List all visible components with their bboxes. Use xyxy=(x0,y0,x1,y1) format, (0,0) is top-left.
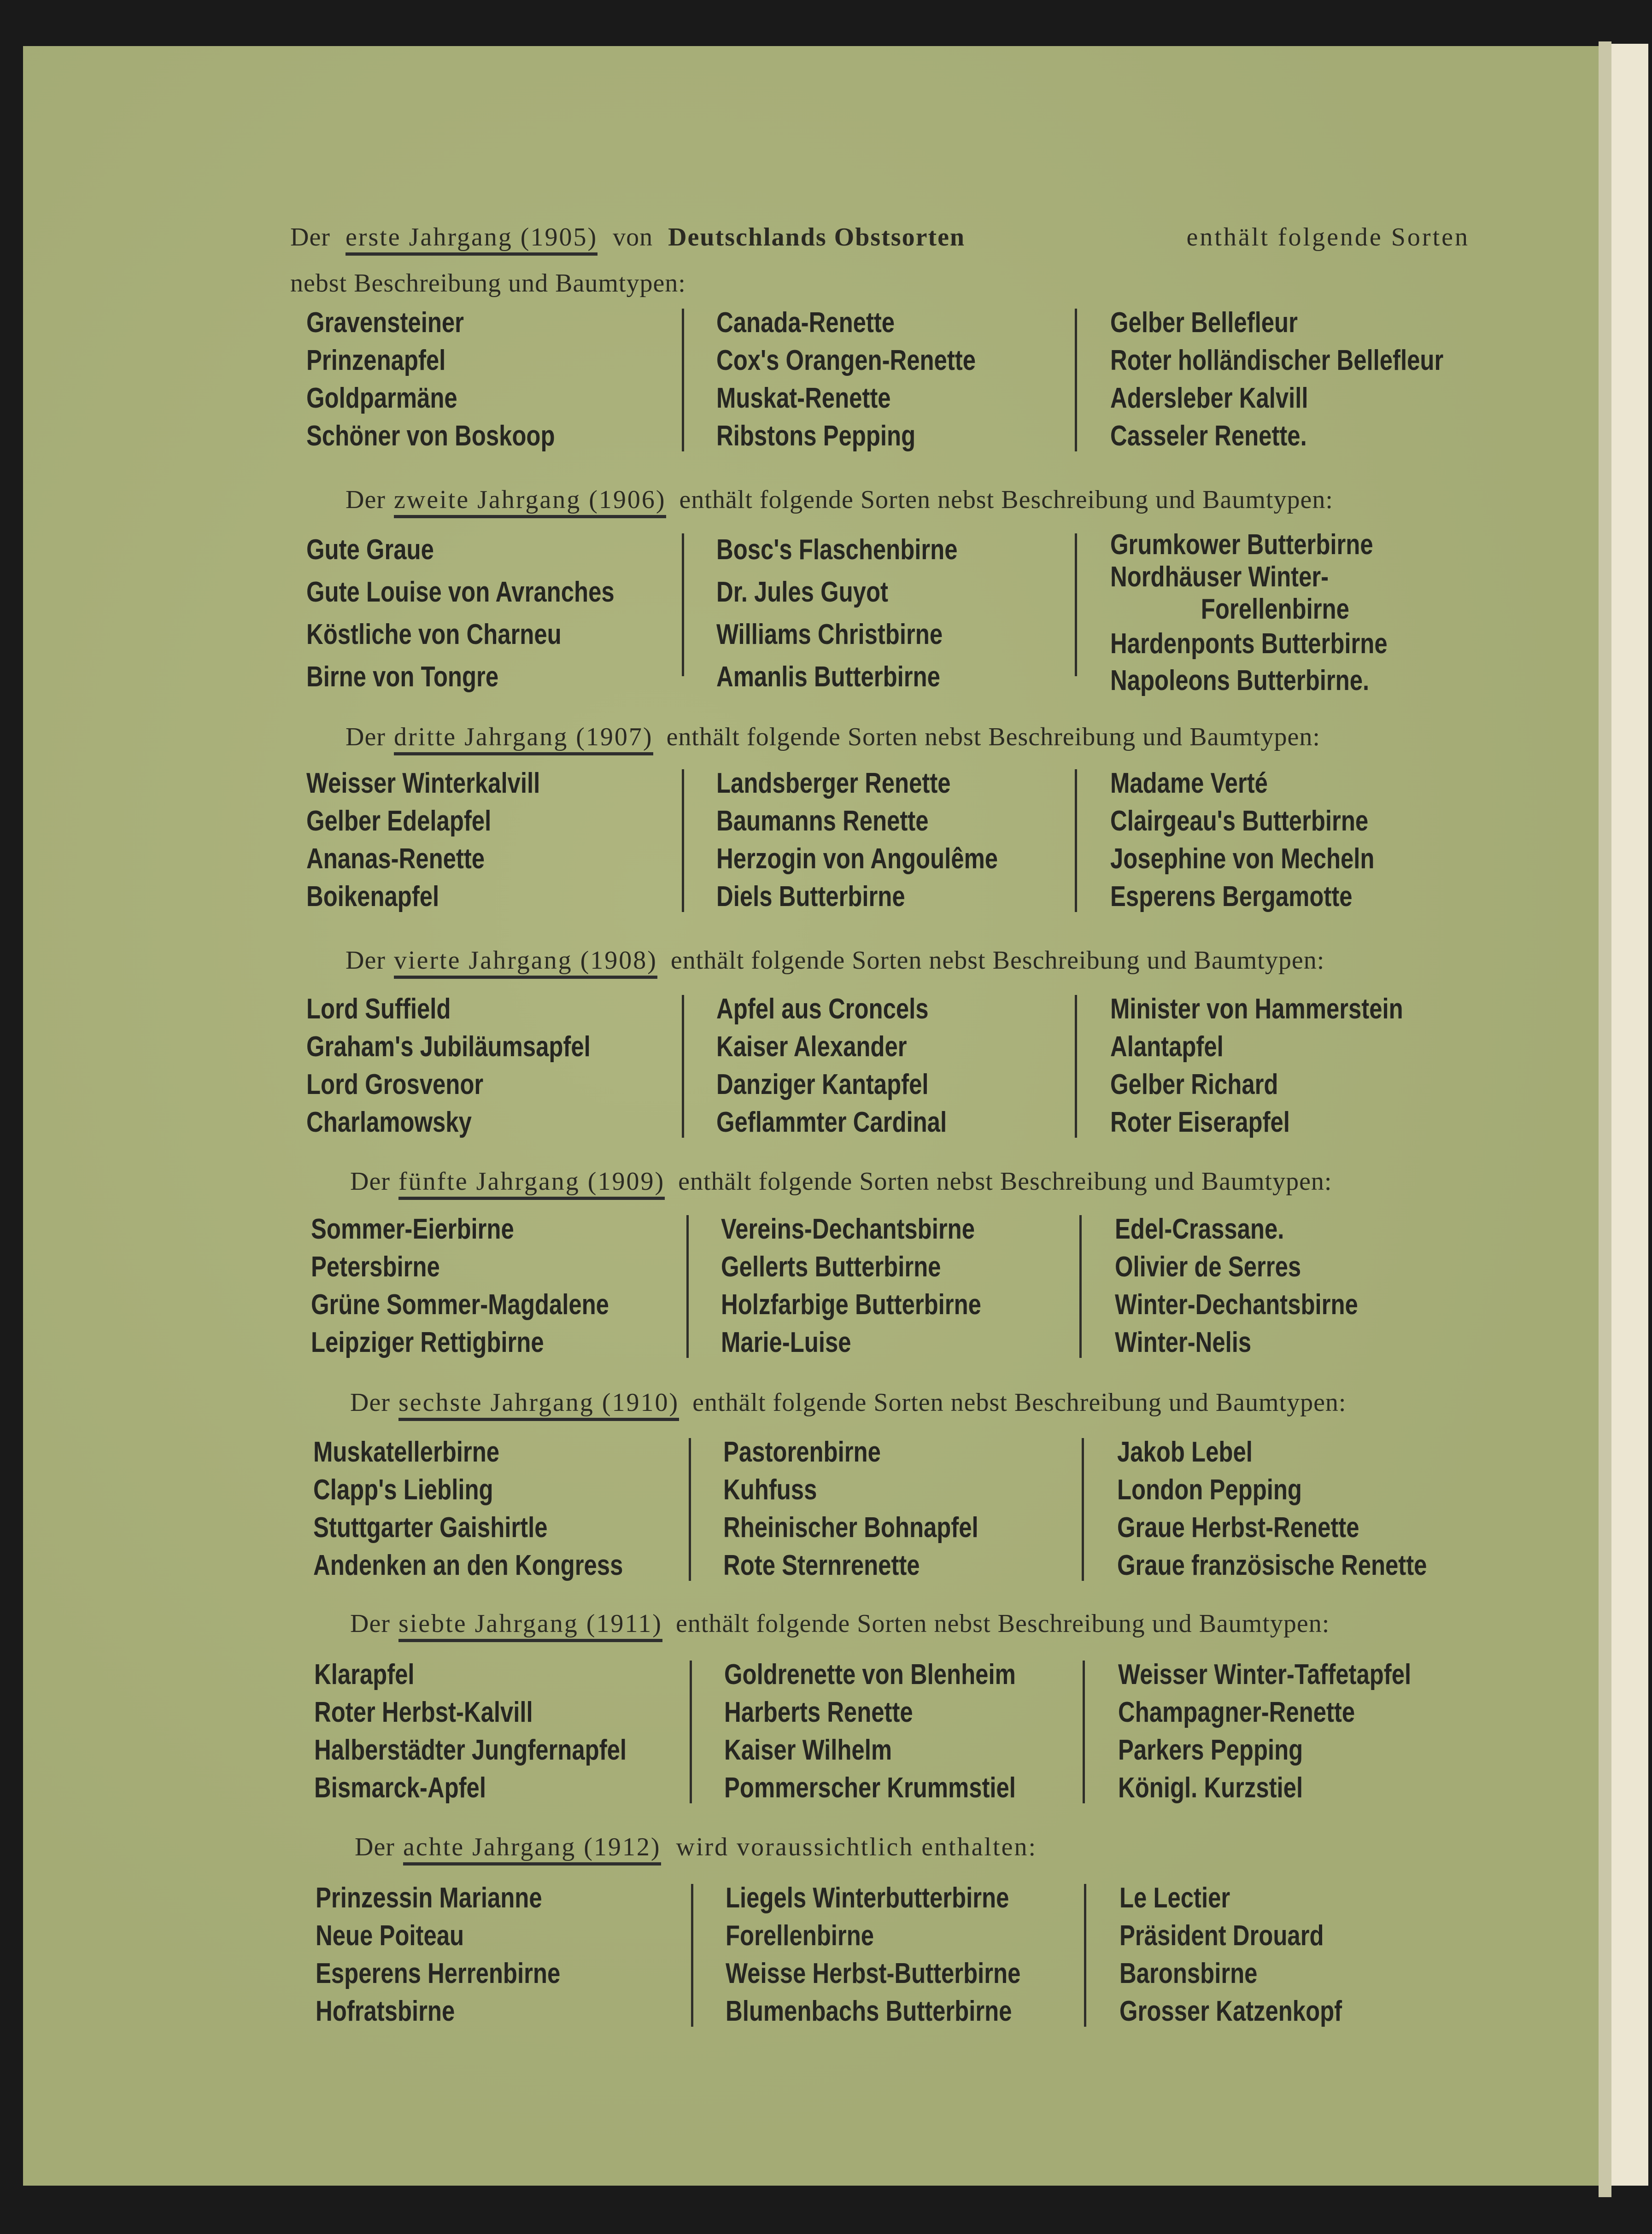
variety-column-1 xyxy=(306,990,591,1141)
variety-item: Rheinischer Bohnapfel xyxy=(723,1512,978,1544)
variety-item: Edel-Crassane. xyxy=(1115,1213,1284,1245)
section-intro-1905 xyxy=(290,216,1479,258)
variety-item: Boikenapfel xyxy=(306,881,439,912)
variety-item: Goldrenette von Blenheim xyxy=(724,1659,1016,1690)
variety-item: Baronsbirne xyxy=(1119,1958,1258,1989)
variety-item: Kuhfuss xyxy=(723,1474,817,1506)
variety-item: Grüne Sommer-Magdalene xyxy=(311,1289,609,1321)
variety-item: Ribstons Pepping xyxy=(716,420,916,452)
page-edge xyxy=(1599,41,1611,2197)
variety-list-1907 xyxy=(306,765,1481,921)
variety-item: Canada-Renette xyxy=(716,307,895,339)
section-intro-1909 xyxy=(350,1161,1539,1202)
variety-column-1 xyxy=(306,529,615,698)
intro-continuation-text: nebst Beschreibung und Baumtypen: xyxy=(290,269,686,298)
variety-column-3 xyxy=(1110,304,1443,455)
section-intro-1911 xyxy=(350,1603,1539,1644)
variety-column-1 xyxy=(316,1879,560,2030)
variety-item: Williams Christbirne xyxy=(716,619,943,650)
variety-item: Roter holländischer Bellefleur xyxy=(1110,345,1444,376)
variety-item: Hardenponts Butterbirne xyxy=(1110,628,1388,660)
variety-item: Pastorenbirne xyxy=(723,1436,881,1468)
variety-item: Gravensteiner xyxy=(306,307,464,339)
column-divider xyxy=(682,309,684,451)
variety-item: Casseler Renette. xyxy=(1110,420,1307,452)
variety-item: Minister von Hammerstein xyxy=(1110,993,1403,1025)
variety-item: Prinzessin Marianne xyxy=(316,1882,542,1914)
variety-item: Nordhäuser Winter- xyxy=(1110,561,1329,593)
column-divider xyxy=(690,1661,692,1803)
variety-column-1 xyxy=(311,1211,609,1362)
variety-item: Gellerts Butterbirne xyxy=(721,1251,941,1283)
column-divider xyxy=(1083,1661,1085,1803)
variety-item: Kaiser Wilhelm xyxy=(724,1734,892,1766)
variety-item: Herzogin von Angoulême xyxy=(716,843,998,875)
variety-list-1906 xyxy=(306,529,1481,696)
volume-title: fünfte Jahrgang (1909) xyxy=(398,1167,665,1200)
variety-item: Baumanns Renette xyxy=(716,805,929,837)
variety-list-1909 xyxy=(311,1211,1486,1367)
column-divider xyxy=(682,533,684,676)
intro-text: enthält folgende Sorten nebst Beschreibung und Baumtypen: xyxy=(675,1609,1330,1638)
variety-list-1908 xyxy=(306,990,1481,1147)
column-divider xyxy=(1075,309,1077,451)
variety-item: Halberstädter Jungfernapfel xyxy=(314,1734,627,1766)
column-divider xyxy=(682,769,684,912)
variety-item: Napoleons Butterbirne. xyxy=(1110,665,1370,696)
volume-title: dritte Jahrgang (1907) xyxy=(394,723,653,755)
intro-prefix: Der xyxy=(290,223,330,251)
variety-item: Grumkower Butterbirne xyxy=(1110,529,1373,561)
variety-item: Sommer-Eierbirne xyxy=(311,1213,514,1245)
variety-item: Diels Butterbirne xyxy=(716,881,905,912)
variety-item: Graue französische Renette xyxy=(1117,1550,1427,1581)
intro-text: enthält folgende Sorten nebst Beschreibung und Baumtypen: xyxy=(666,723,1320,751)
column-divider xyxy=(682,995,684,1138)
variety-item: Roter Herbst-Kalvill xyxy=(314,1696,533,1728)
intro-prefix: Der xyxy=(346,946,386,975)
column-divider xyxy=(691,1884,693,2027)
variety-column-2 xyxy=(724,1656,1016,1807)
variety-column-3 xyxy=(1119,1879,1342,2030)
variety-item: Birne von Tongre xyxy=(306,661,499,693)
variety-column-2 xyxy=(723,1433,978,1585)
variety-item: Charlamowsky xyxy=(306,1106,472,1138)
variety-item: Bismarck-Apfel xyxy=(314,1772,486,1804)
variety-item: Weisse Herbst-Butterbirne xyxy=(726,1958,1021,1989)
variety-item: Jakob Lebel xyxy=(1117,1436,1253,1468)
variety-item: Le Lectier xyxy=(1119,1882,1230,1914)
variety-item: Esperens Bergamotte xyxy=(1110,881,1353,912)
column-divider xyxy=(1075,769,1077,912)
variety-item: Klarapfel xyxy=(314,1659,415,1690)
variety-item: Bosc's Flaschenbirne xyxy=(716,534,958,566)
volume-title: achte Jahrgang (1912) xyxy=(403,1833,661,1866)
intro-text: enthält folgende Sorten nebst Beschreibung und Baumtypen: xyxy=(670,946,1325,975)
section-intro-1906 xyxy=(346,479,1534,520)
intro-prefix: Der xyxy=(350,1167,390,1196)
column-divider xyxy=(1082,1438,1084,1581)
variety-item: Winter-Nelis xyxy=(1115,1327,1252,1358)
variety-item: Lord Grosvenor xyxy=(306,1069,484,1100)
variety-item: Cox's Orangen-Renette xyxy=(716,345,976,376)
variety-item: Pommerscher Krummstiel xyxy=(724,1772,1016,1804)
column-divider xyxy=(1084,1884,1086,2027)
variety-column-1 xyxy=(306,765,540,916)
variety-column-3 xyxy=(1118,1656,1411,1807)
variety-item: Gelber Edelapfel xyxy=(306,805,492,837)
variety-item: Graham's Jubiläumsapfel xyxy=(306,1031,591,1063)
variety-item: Königl. Kurzstiel xyxy=(1118,1772,1303,1804)
column-divider xyxy=(1079,1215,1082,1358)
volume-title: erste Jahrgang (1905) xyxy=(346,223,598,256)
variety-item: Grosser Katzenkopf xyxy=(1119,1995,1342,2027)
variety-item: Kaiser Alexander xyxy=(716,1031,907,1063)
variety-item: Präsident Drouard xyxy=(1119,1920,1324,1952)
variety-item: Goldparmäne xyxy=(306,382,457,414)
column-divider xyxy=(686,1215,689,1358)
variety-item: Neue Poiteau xyxy=(316,1920,464,1952)
section-intro-1910 xyxy=(350,1382,1539,1423)
variety-item: Josephine von Mecheln xyxy=(1110,843,1375,875)
variety-item: Andenken an den Kongress xyxy=(313,1550,623,1581)
variety-item: Forellenbirne xyxy=(726,1920,874,1952)
intro-prefix: Der xyxy=(346,485,386,514)
variety-item: Amanlis Butterbirne xyxy=(716,661,940,693)
variety-column-3 xyxy=(1110,990,1403,1141)
intro-text: von xyxy=(613,223,653,251)
intro-text: enthält folgende Sorten nebst Beschreibung und Baumtypen: xyxy=(678,1167,1332,1196)
volume-title: siebte Jahrgang (1911) xyxy=(398,1609,662,1642)
variety-list-1910 xyxy=(313,1433,1488,1590)
variety-item: Muskatellerbirne xyxy=(313,1436,500,1468)
variety-item: Prinzenapfel xyxy=(306,345,446,376)
variety-column-2 xyxy=(716,304,976,455)
variety-item: Adersleber Kalvill xyxy=(1110,382,1308,414)
variety-item: Clairgeau's Butterbirne xyxy=(1110,805,1369,837)
variety-item: Olivier de Serres xyxy=(1115,1251,1301,1283)
variety-item: Apfel aus Croncels xyxy=(716,993,929,1025)
variety-column-3 xyxy=(1115,1211,1358,1362)
variety-item: Roter Eiserapfel xyxy=(1110,1106,1290,1138)
publication-title: Deutschlands Obstsorten xyxy=(668,223,966,251)
variety-item: Leipziger Rettigbirne xyxy=(311,1327,544,1358)
variety-item: Dr. Jules Guyot xyxy=(716,576,888,608)
variety-item: Gute Graue xyxy=(306,534,434,566)
section-intro-1912 xyxy=(355,1826,1543,1868)
variety-column-2 xyxy=(716,990,947,1141)
variety-item: Weisser Winter-Taffetapfel xyxy=(1118,1659,1412,1690)
variety-item: Muskat-Renette xyxy=(716,382,891,414)
variety-item: Madame Verté xyxy=(1110,767,1268,799)
column-divider xyxy=(689,1438,691,1581)
section-intro-continuation xyxy=(290,263,1479,304)
intro-prefix: Der xyxy=(350,1388,390,1417)
variety-item: Petersbirne xyxy=(311,1251,440,1283)
volume-title: sechste Jahrgang (1910) xyxy=(398,1388,679,1421)
variety-list-1905 xyxy=(306,304,1481,461)
variety-item: Vereins-Dechantsbirne xyxy=(721,1213,975,1245)
intro-text: enthält folgende Sorten nebst Beschreibung und Baumtypen: xyxy=(692,1388,1347,1417)
variety-column-1 xyxy=(313,1433,623,1585)
variety-item: Schöner von Boskoop xyxy=(306,420,555,452)
variety-item: Clapp's Liebling xyxy=(313,1474,493,1506)
variety-column-2 xyxy=(721,1211,981,1362)
variety-item: Köstliche von Charneu xyxy=(306,619,562,650)
variety-column-2 xyxy=(726,1879,1020,2030)
variety-item: London Pepping xyxy=(1117,1474,1302,1506)
variety-item: Gelber Bellefleur xyxy=(1110,307,1298,339)
variety-item: Harberts Renette xyxy=(724,1696,913,1728)
intro-prefix: Der xyxy=(350,1609,390,1638)
variety-item: Lord Suffield xyxy=(306,993,451,1025)
variety-column-2 xyxy=(716,529,957,698)
intro-prefix: Der xyxy=(355,1833,395,1861)
volume-title: zweite Jahrgang (1906) xyxy=(394,485,666,518)
variety-item: Landsberger Renette xyxy=(716,767,951,799)
variety-item-continuation: Forellenbirne xyxy=(1201,593,1349,625)
variety-item: Winter-Dechantsbirne xyxy=(1115,1289,1358,1321)
variety-item: Gute Louise von Avranches xyxy=(306,576,615,608)
variety-column-2 xyxy=(716,765,998,916)
variety-item: Liegels Winterbutterbirne xyxy=(726,1882,1009,1914)
variety-column-1 xyxy=(314,1656,627,1807)
variety-item: Esperens Herrenbirne xyxy=(316,1958,561,1989)
variety-list-1911 xyxy=(314,1656,1489,1813)
variety-item: Stuttgarter Gaishirtle xyxy=(313,1512,548,1544)
intro-text: enthält folgende Sorten nebst Beschreibung und Baumtypen: xyxy=(679,485,1333,514)
variety-item: Graue Herbst-Renette xyxy=(1117,1512,1359,1544)
variety-item: Alantapfel xyxy=(1110,1031,1224,1063)
section-intro-1908 xyxy=(346,940,1534,981)
variety-column-3 xyxy=(1110,529,1388,699)
section-intro-1907 xyxy=(346,716,1534,758)
variety-item: Blumenbachs Butterbirne xyxy=(726,1995,1012,2027)
variety-item: Weisser Winterkalvill xyxy=(306,767,540,799)
variety-item: Holzfarbige Butterbirne xyxy=(721,1289,981,1321)
variety-item: Ananas-Renette xyxy=(306,843,485,875)
variety-column-3 xyxy=(1110,765,1375,916)
variety-item: Rote Sternrenette xyxy=(723,1550,920,1581)
variety-item: Gelber Richard xyxy=(1110,1069,1278,1100)
intro-prefix: Der xyxy=(346,723,386,751)
variety-item: Marie-Luise xyxy=(721,1327,851,1358)
intro-text: wird voraussichtlich enthalten: xyxy=(676,1833,1037,1861)
column-divider xyxy=(1075,533,1077,676)
adjacent-page-edge xyxy=(1611,44,1648,2186)
variety-item: Geflammter Cardinal xyxy=(716,1106,947,1138)
variety-list-1912 xyxy=(316,1879,1490,2036)
volume-title: vierte Jahrgang (1908) xyxy=(394,946,657,979)
variety-column-1 xyxy=(306,304,555,455)
variety-item: Hofratsbirne xyxy=(316,1995,455,2027)
variety-item: Parkers Pepping xyxy=(1118,1734,1303,1766)
column-divider xyxy=(1075,995,1077,1138)
variety-column-3 xyxy=(1117,1433,1427,1585)
variety-item: Danziger Kantapfel xyxy=(716,1069,929,1100)
intro-text-end: enthält folgende Sorten xyxy=(1186,223,1470,251)
variety-item: Champagner-Renette xyxy=(1118,1696,1355,1728)
